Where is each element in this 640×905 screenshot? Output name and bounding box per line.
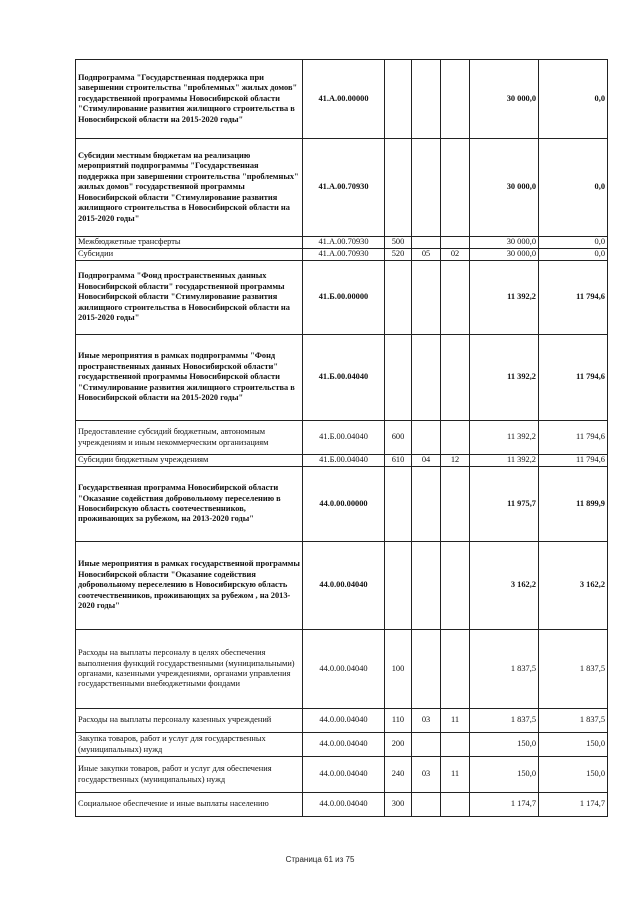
row-name-cell: Межбюджетные трансферты (76, 237, 303, 249)
row-subsection-cell (441, 60, 470, 139)
row-name-cell: Предоставление субсидий бюджетным, автономным учреждениям и иным некоммерческим организациям (76, 421, 303, 455)
row-subsection-cell (441, 335, 470, 421)
row-amount-2-cell: 1 837,5 (539, 630, 608, 709)
row-section-cell (412, 261, 441, 335)
row-expense-type-cell: 610 (385, 455, 412, 467)
row-section-cell: 03 (412, 709, 441, 733)
row-section-cell (412, 335, 441, 421)
row-section-cell (412, 542, 441, 630)
row-expense-type-cell: 520 (385, 249, 412, 261)
row-amount-1-cell: 30 000,0 (470, 237, 539, 249)
table-row (76, 467, 608, 542)
row-amount-1-cell: 11 975,7 (470, 467, 539, 542)
row-name-cell: Иные закупки товаров, работ и услуг для обеспечения государственных (муниципальных) нужд (76, 757, 303, 793)
row-subsection-cell (441, 467, 470, 542)
row-section-cell: 03 (412, 757, 441, 793)
table-row (76, 793, 608, 817)
row-code-cell: 44.0.00.04040 (303, 733, 385, 757)
row-section-cell (412, 733, 441, 757)
row-section-cell (412, 630, 441, 709)
row-code-cell: 41.Б.00.04040 (303, 455, 385, 467)
row-amount-2-cell: 3 162,2 (539, 542, 608, 630)
row-subsection-cell (441, 237, 470, 249)
row-expense-type-cell: 500 (385, 237, 412, 249)
row-amount-1-cell: 150,0 (470, 733, 539, 757)
row-expense-type-cell: 600 (385, 421, 412, 455)
row-amount-2-cell: 0,0 (539, 139, 608, 237)
row-code-cell: 41.А.00.70930 (303, 249, 385, 261)
row-expense-type-cell (385, 60, 412, 139)
row-expense-type-cell (385, 467, 412, 542)
row-amount-2-cell: 11 794,6 (539, 421, 608, 455)
row-subsection-cell: 11 (441, 709, 470, 733)
row-name-cell: Подпрограмма "Государственная поддержка при завершении строительства "проблемных" жилых домов" государственной программы Новосибирской области "Стимулирование развития жилищного строительства в Новосибирской области на 2015-2020 годы" (76, 60, 303, 139)
row-code-cell: 41.А.00.00000 (303, 60, 385, 139)
row-code-cell: 41.Б.00.04040 (303, 421, 385, 455)
row-expense-type-cell (385, 542, 412, 630)
row-amount-1-cell: 11 392,2 (470, 261, 539, 335)
row-amount-2-cell: 11 794,6 (539, 455, 608, 467)
row-subsection-cell (441, 261, 470, 335)
row-amount-2-cell: 0,0 (539, 60, 608, 139)
table-row (76, 630, 608, 709)
row-amount-1-cell: 3 162,2 (470, 542, 539, 630)
row-name-cell: Расходы на выплаты персоналу в целях обеспечения выполнения функций государственными (муниципальными) органами, казенными учреждениями, органами управления государственными внебюджетными фондами (76, 630, 303, 709)
row-amount-1-cell: 1 837,5 (470, 630, 539, 709)
row-amount-1-cell: 150,0 (470, 757, 539, 793)
row-expense-type-cell (385, 139, 412, 237)
table-row (76, 335, 608, 421)
table-row (76, 421, 608, 455)
row-amount-2-cell: 0,0 (539, 237, 608, 249)
row-amount-1-cell: 11 392,2 (470, 335, 539, 421)
row-expense-type-cell: 110 (385, 709, 412, 733)
table-row (76, 455, 608, 467)
row-subsection-cell (441, 630, 470, 709)
table-row (76, 261, 608, 335)
table-row (76, 542, 608, 630)
row-code-cell: 44.0.00.04040 (303, 630, 385, 709)
row-section-cell (412, 793, 441, 817)
table-row (76, 139, 608, 237)
row-name-cell: Иные мероприятия в рамках государственной программы Новосибирской области "Оказание содействия добровольному переселению в Новосибирскую область соотечественников, проживающих за рубежом , на 2013-2020 годы" (76, 542, 303, 630)
row-code-cell: 41.Б.00.04040 (303, 335, 385, 421)
row-code-cell: 44.0.00.04040 (303, 757, 385, 793)
row-subsection-cell: 12 (441, 455, 470, 467)
table-row (76, 249, 608, 261)
row-name-cell: Закупка товаров, работ и услуг для государственных (муниципальных) нужд (76, 733, 303, 757)
row-amount-1-cell: 11 392,2 (470, 455, 539, 467)
row-code-cell: 44.0.00.04040 (303, 709, 385, 733)
row-code-cell: 44.0.00.00000 (303, 467, 385, 542)
row-amount-2-cell: 150,0 (539, 757, 608, 793)
table-row (76, 709, 608, 733)
row-name-cell: Социальное обеспечение и иные выплаты населению (76, 793, 303, 817)
row-section-cell (412, 467, 441, 542)
row-section-cell (412, 237, 441, 249)
row-amount-1-cell: 30 000,0 (470, 139, 539, 237)
row-name-cell: Государственная программа Новосибирской области "Оказание содействия добровольному переселению в Новосибирскую область соотечественников, проживающих за рубежом, на 2013-2020 годы" (76, 467, 303, 542)
row-section-cell (412, 421, 441, 455)
row-expense-type-cell: 100 (385, 630, 412, 709)
table-row (76, 237, 608, 249)
row-name-cell: Иные мероприятия в рамках подпрограммы "Фонд пространственных данных Новосибирской области" государственной программы Новосибирской области "Стимулирование развития жилищного строительства в Новосибирской области на 2015-2020 годы" (76, 335, 303, 421)
row-subsection-cell: 02 (441, 249, 470, 261)
row-subsection-cell (441, 733, 470, 757)
row-code-cell: 41.А.00.70930 (303, 139, 385, 237)
budget-table-body (76, 60, 608, 817)
row-amount-1-cell: 30 000,0 (470, 60, 539, 139)
row-amount-1-cell: 1 174,7 (470, 793, 539, 817)
row-amount-2-cell: 11 794,6 (539, 335, 608, 421)
row-subsection-cell (441, 793, 470, 817)
table-row (76, 757, 608, 793)
row-subsection-cell (441, 139, 470, 237)
row-subsection-cell (441, 421, 470, 455)
page-number-footer: Страница 61 из 75 (285, 855, 355, 864)
row-expense-type-cell: 200 (385, 733, 412, 757)
budget-table (75, 59, 608, 817)
row-subsection-cell: 11 (441, 757, 470, 793)
row-code-cell: 41.Б.00.00000 (303, 261, 385, 335)
row-amount-2-cell: 11 899,9 (539, 467, 608, 542)
row-amount-2-cell: 0,0 (539, 249, 608, 261)
row-section-cell (412, 60, 441, 139)
row-name-cell: Субсидии местным бюджетам на реализацию мероприятий подпрограммы "Государственная поддержка при завершении строительства "проблемных" жилых домов" государственной программы Новосибирской области "Стимулирование развития жилищного строительства в Новосибирской области на 2015-2020 годы" (76, 139, 303, 237)
row-expense-type-cell (385, 335, 412, 421)
row-name-cell: Расходы на выплаты персоналу казенных учреждений (76, 709, 303, 733)
row-expense-type-cell: 240 (385, 757, 412, 793)
row-subsection-cell (441, 542, 470, 630)
row-section-cell: 04 (412, 455, 441, 467)
row-code-cell: 44.0.00.04040 (303, 542, 385, 630)
row-code-cell: 44.0.00.04040 (303, 793, 385, 817)
row-code-cell: 41.А.00.70930 (303, 237, 385, 249)
row-amount-2-cell: 1 174,7 (539, 793, 608, 817)
row-amount-1-cell: 11 392,2 (470, 421, 539, 455)
row-section-cell: 05 (412, 249, 441, 261)
row-amount-2-cell: 11 794,6 (539, 261, 608, 335)
row-name-cell: Субсидии (76, 249, 303, 261)
row-amount-2-cell: 150,0 (539, 733, 608, 757)
row-name-cell: Субсидии бюджетным учреждениям (76, 455, 303, 467)
row-section-cell (412, 139, 441, 237)
table-row (76, 733, 608, 757)
row-amount-2-cell: 1 837,5 (539, 709, 608, 733)
row-amount-1-cell: 30 000,0 (470, 249, 539, 261)
table-row (76, 60, 608, 139)
row-amount-1-cell: 1 837,5 (470, 709, 539, 733)
row-expense-type-cell (385, 261, 412, 335)
row-expense-type-cell: 300 (385, 793, 412, 817)
row-name-cell: Подпрограмма "Фонд пространственных данных Новосибирской области" государственной программы Новосибирской области "Стимулирование развития жилищного строительства в Новосибирской области на 2015-2020 годы" (76, 261, 303, 335)
